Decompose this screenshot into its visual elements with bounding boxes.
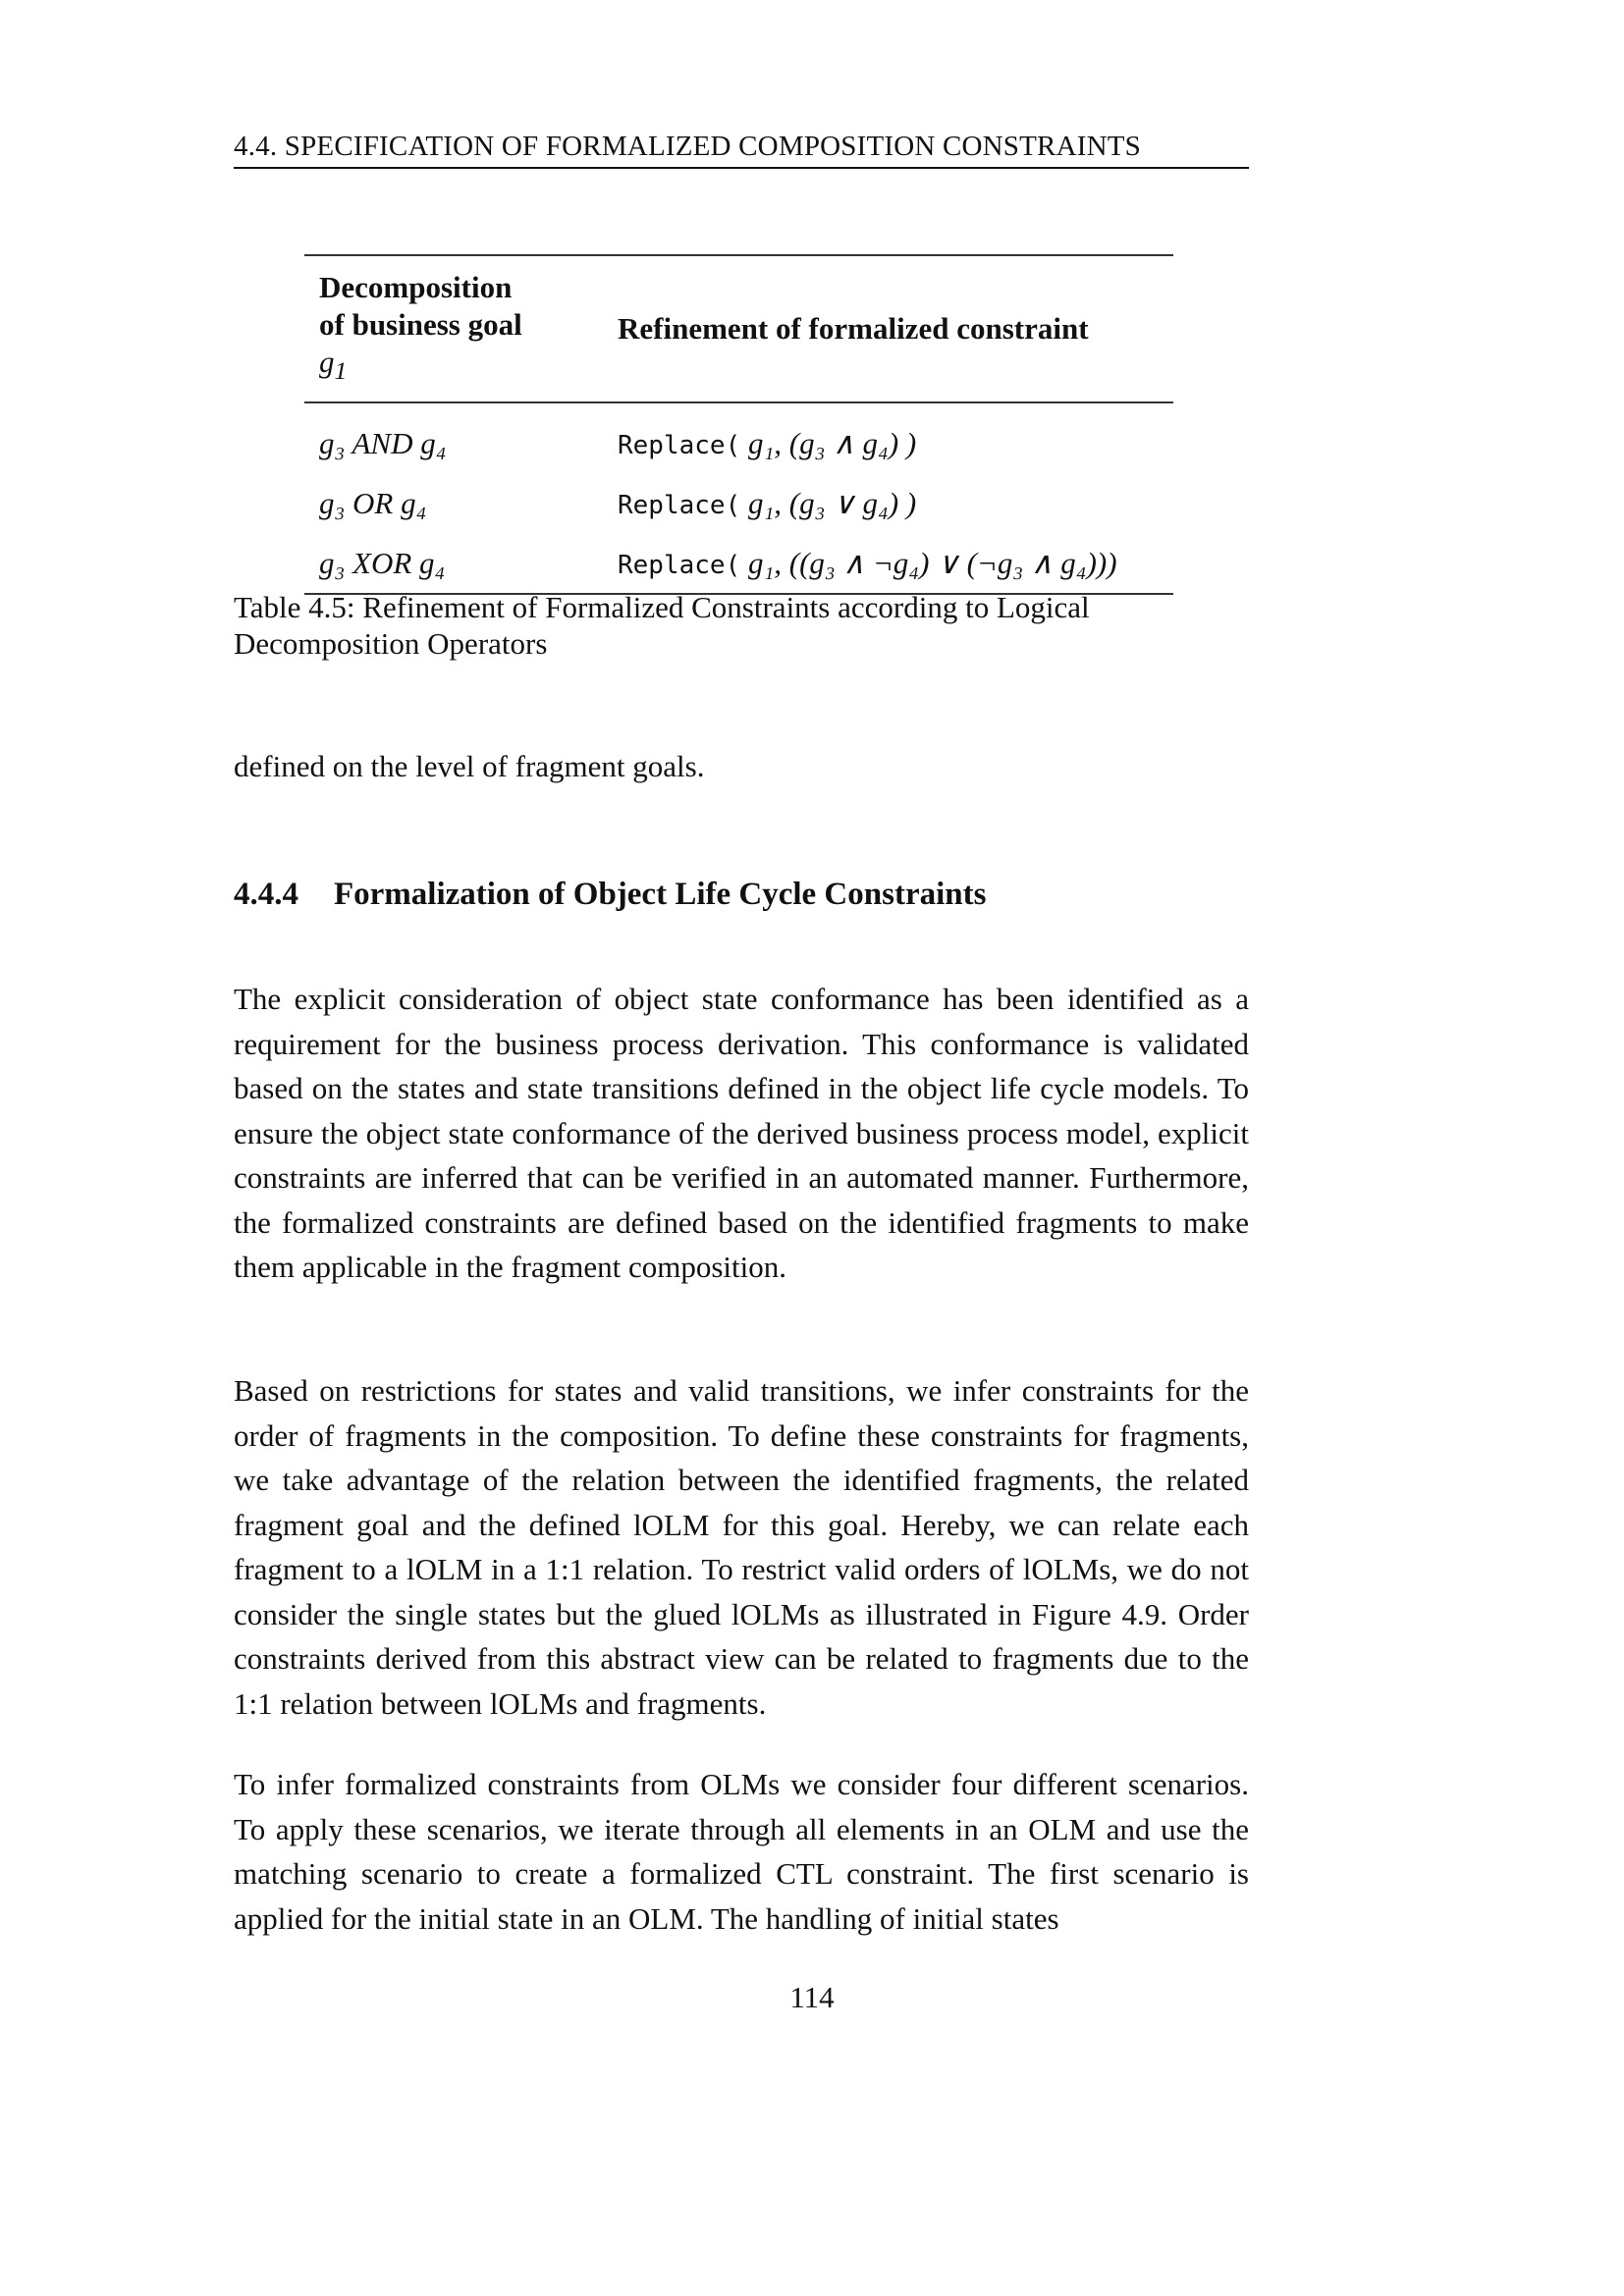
replace-function: Replace( <box>618 430 741 460</box>
replace-function: Replace( <box>618 550 741 580</box>
paragraph: Based on restrictions for states and valid transitions, we infer constraints for the order of fragments in the composition. To define these constraints for fragments, we take advantage of the relation between the identified fragments, the related fragment goal and the defined lOLM for this goal. Hereby, we can relate each fragment to a lOLM in a 1:1 relation. To restrict valid orders of lOLMs, we do not consider the single states but the glued lOLMs as illustrated in Figure 4.9. Order constraints derived from this abstract view can be related to fragments due to the 1:1 relation between lOLMs and fragments. <box>234 1373 1249 1721</box>
table-row <box>304 402 1173 473</box>
table-header-row <box>304 255 1173 402</box>
header-goal-symbol: g <box>319 345 335 379</box>
section-number: 4.4.4 <box>234 877 298 912</box>
table-row <box>304 533 1173 594</box>
table-caption: Table 4.5: Refinement of Formalized Constraints according to Logical Decomposition Operators <box>234 590 1090 661</box>
replace-function: Replace( <box>618 490 741 520</box>
paragraph: The explicit consideration of object state conformance has been identified as a requirement for the business process derivation. This conformance is validated based on the states and state transitions defined in the object life cycle models. To ensure the object state conformance of the derived business process model, explicit constraints are inferred that can be verified in an automated manner. Furthermore, the formalized constraints are defined based on the identified fragments to make them applicable in the fragment composition. <box>234 982 1249 1284</box>
header-goal-variable <box>319 345 348 386</box>
page-number: 114 <box>789 1980 835 2014</box>
running-header: 4.4. SPECIFICATION OF FORMALIZED COMPOSITION CONSTRAINTS <box>234 130 1249 169</box>
table-header-decomposition <box>304 255 614 402</box>
header-goal-subscript: 1 <box>334 356 348 386</box>
table-row <box>304 473 1173 533</box>
decomposition-cell: g₃ XOR g₄ <box>319 545 446 580</box>
refinement-expression: g₁, (g₃ ∧ g₄) ) <box>740 425 917 460</box>
refinement-cell <box>614 533 1173 594</box>
refinement-expression: g₁, ((g₃ ∧ ¬g₄) ∨ (¬g₃ ∧ g₄))) <box>740 545 1117 580</box>
table-header-refinement: Refinement of formalized constraint <box>618 311 1089 347</box>
decomposition-cell: g₃ AND g₄ <box>319 425 447 460</box>
header-line: of business goal <box>319 307 522 342</box>
refinement-cell <box>614 402 1173 473</box>
decomposition-cell: g₃ OR g₄ <box>319 485 427 520</box>
header-line: Decomposition <box>319 270 513 304</box>
section-title: Formalization of Object Life Cycle Constraints <box>334 877 987 912</box>
paragraph: To infer formalized constraints from OLMs we consider four different scenarios. To apply these scenarios, we iterate through all elements in an OLM and use the matching scenario to create a formalized CTL constraint. The first scenario is applied for the initial state in an OLM. The handling of initial states <box>234 1767 1249 1936</box>
section-heading <box>234 877 1249 913</box>
refinement-expression: g₁, (g₃ ∨ g₄) ) <box>740 485 917 520</box>
refinement-table <box>304 254 1173 595</box>
refinement-cell <box>614 473 1173 533</box>
continuation-text: defined on the level of fragment goals. <box>234 749 705 783</box>
